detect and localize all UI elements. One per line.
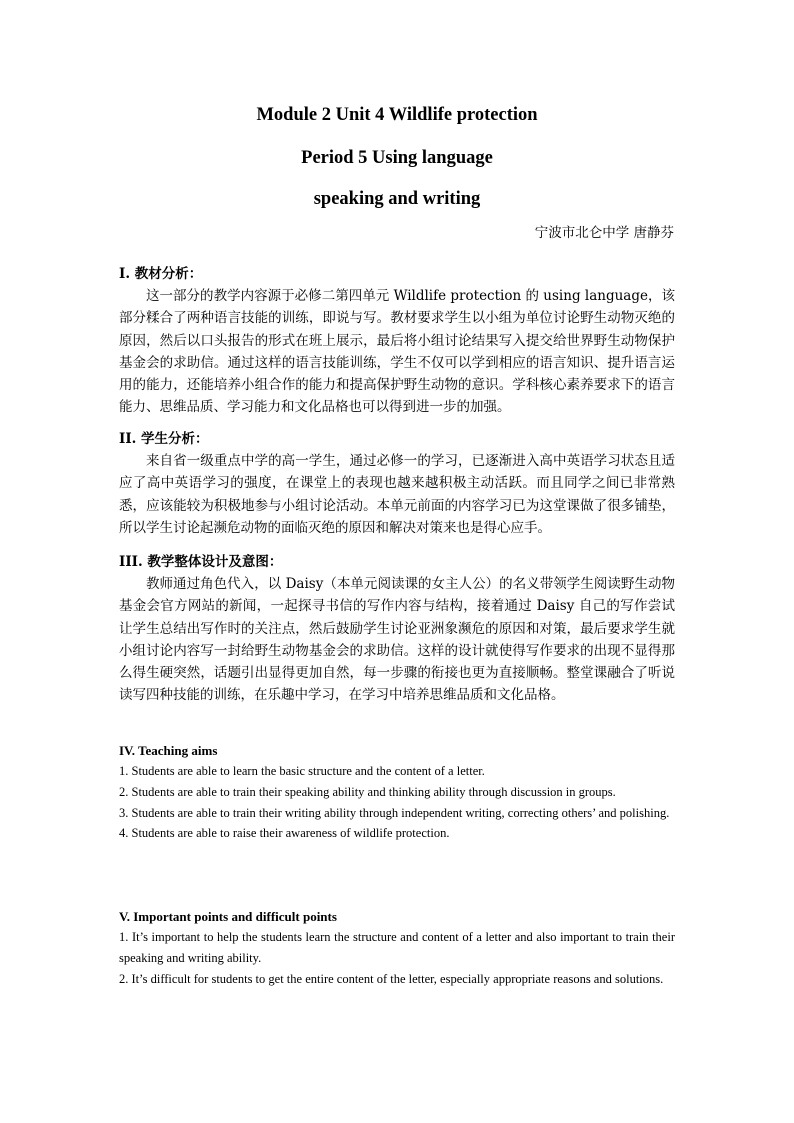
- section-heading: I. 教材分析：: [119, 266, 203, 282]
- section-overall-design: [119, 551, 675, 707]
- section-key-points: [119, 907, 675, 989]
- section-body: 来自省一级重点中学的高一学生，通过必修一的学习，已逐渐进入高中英语学习状态且适应了高中英语学习的强度，在课堂上的表现也越来越积极主动活跃。而且同学之间已非常熟悉，应该能较为积极地参与小组讨论活动。本单元前面的内容学习已为这堂课做了很多铺垫，所以学生讨论起濒危动物的面临灭绝的原因和解决对策来也是得心应手。: [119, 453, 675, 536]
- lesson-subtitle: speaking and writing: [313, 189, 481, 209]
- list-item: 1. It’s important to help the students learn the structure and content of a letter and also important to train their speaking and writing ability.: [119, 930, 675, 965]
- list-item: 3. Students are able to train their writing ability through independent writing, correcting others’ and polishing.: [119, 805, 670, 820]
- document-title: Module 2 Unit 4 Wildlife protection: [256, 105, 538, 125]
- section-heading: V. Important points and difficult points: [119, 909, 337, 924]
- section-body: 教师通过角色代入，以 Daisy（本单元阅读课的女主人公）的名义带领学生阅读野生动物基金会官方网站的新闻，一起探寻书信的写作内容与结构，接着通过 Daisy 自己的写作尝试让学生总结出写作时的关注点，然后鼓励学生讨论亚洲象濒危的原因和对策，最后要求学生就小组讨论内容写一封给野生动物基金会的求助信。这样的设计就使得写作要求的出现不显得那么得生硬突然，话题引出显得更加自然，每一步骤的衔接也更为直接顺畅。整堂课融合了听说读写四种技能的训练，在乐趣中学习，在学习中培养思维品质和文化品格。: [119, 576, 675, 704]
- list-item: 1. Students are able to learn the basic structure and the content of a letter.: [119, 764, 485, 778]
- section-heading: III. 教学整体设计及意图：: [119, 554, 283, 570]
- section-heading: II. 学生分析：: [119, 431, 209, 447]
- section-textbook-analysis: [119, 263, 675, 419]
- section-heading: IV. Teaching aims: [119, 743, 218, 758]
- list-item: 4. Students are able to raise their awareness of wildlife protection.: [119, 826, 450, 841]
- author-line: 宁波市北仑中学 唐静芬: [534, 225, 674, 241]
- list-item: 2. Students are able to train their speaking ability and thinking ability through discussion in groups.: [119, 784, 616, 799]
- section-student-analysis: [119, 428, 675, 539]
- section-teaching-aims: [119, 741, 675, 844]
- list-item: 2. It’s difficult for students to get the entire content of the letter, especially appropriate reasons and solutions.: [119, 971, 664, 986]
- section-body: 这一部分的教学内容源于必修二第四单元 Wildlife protection 的 using language，该部分糅合了两种语言技能的训练，即说与写。教材要求学生以小组为单位讨论野生动物灭绝的原因，然后以口头报告的形式在班上展示，最后将小组讨论结果写入提交给世界野生动物保护基金会的求助信。通过这样的语言技能训练，学生不仅可以学到相应的语言知识、提升语言运用的能力，还能培养小组合作的能力和提高保护野生动物的意识。学科核心素养要求下的语言能力、思维品质、学习能力和文化品格也可以得到进一步的加强。: [119, 288, 675, 416]
- period-title: Period 5 Using language: [301, 148, 493, 168]
